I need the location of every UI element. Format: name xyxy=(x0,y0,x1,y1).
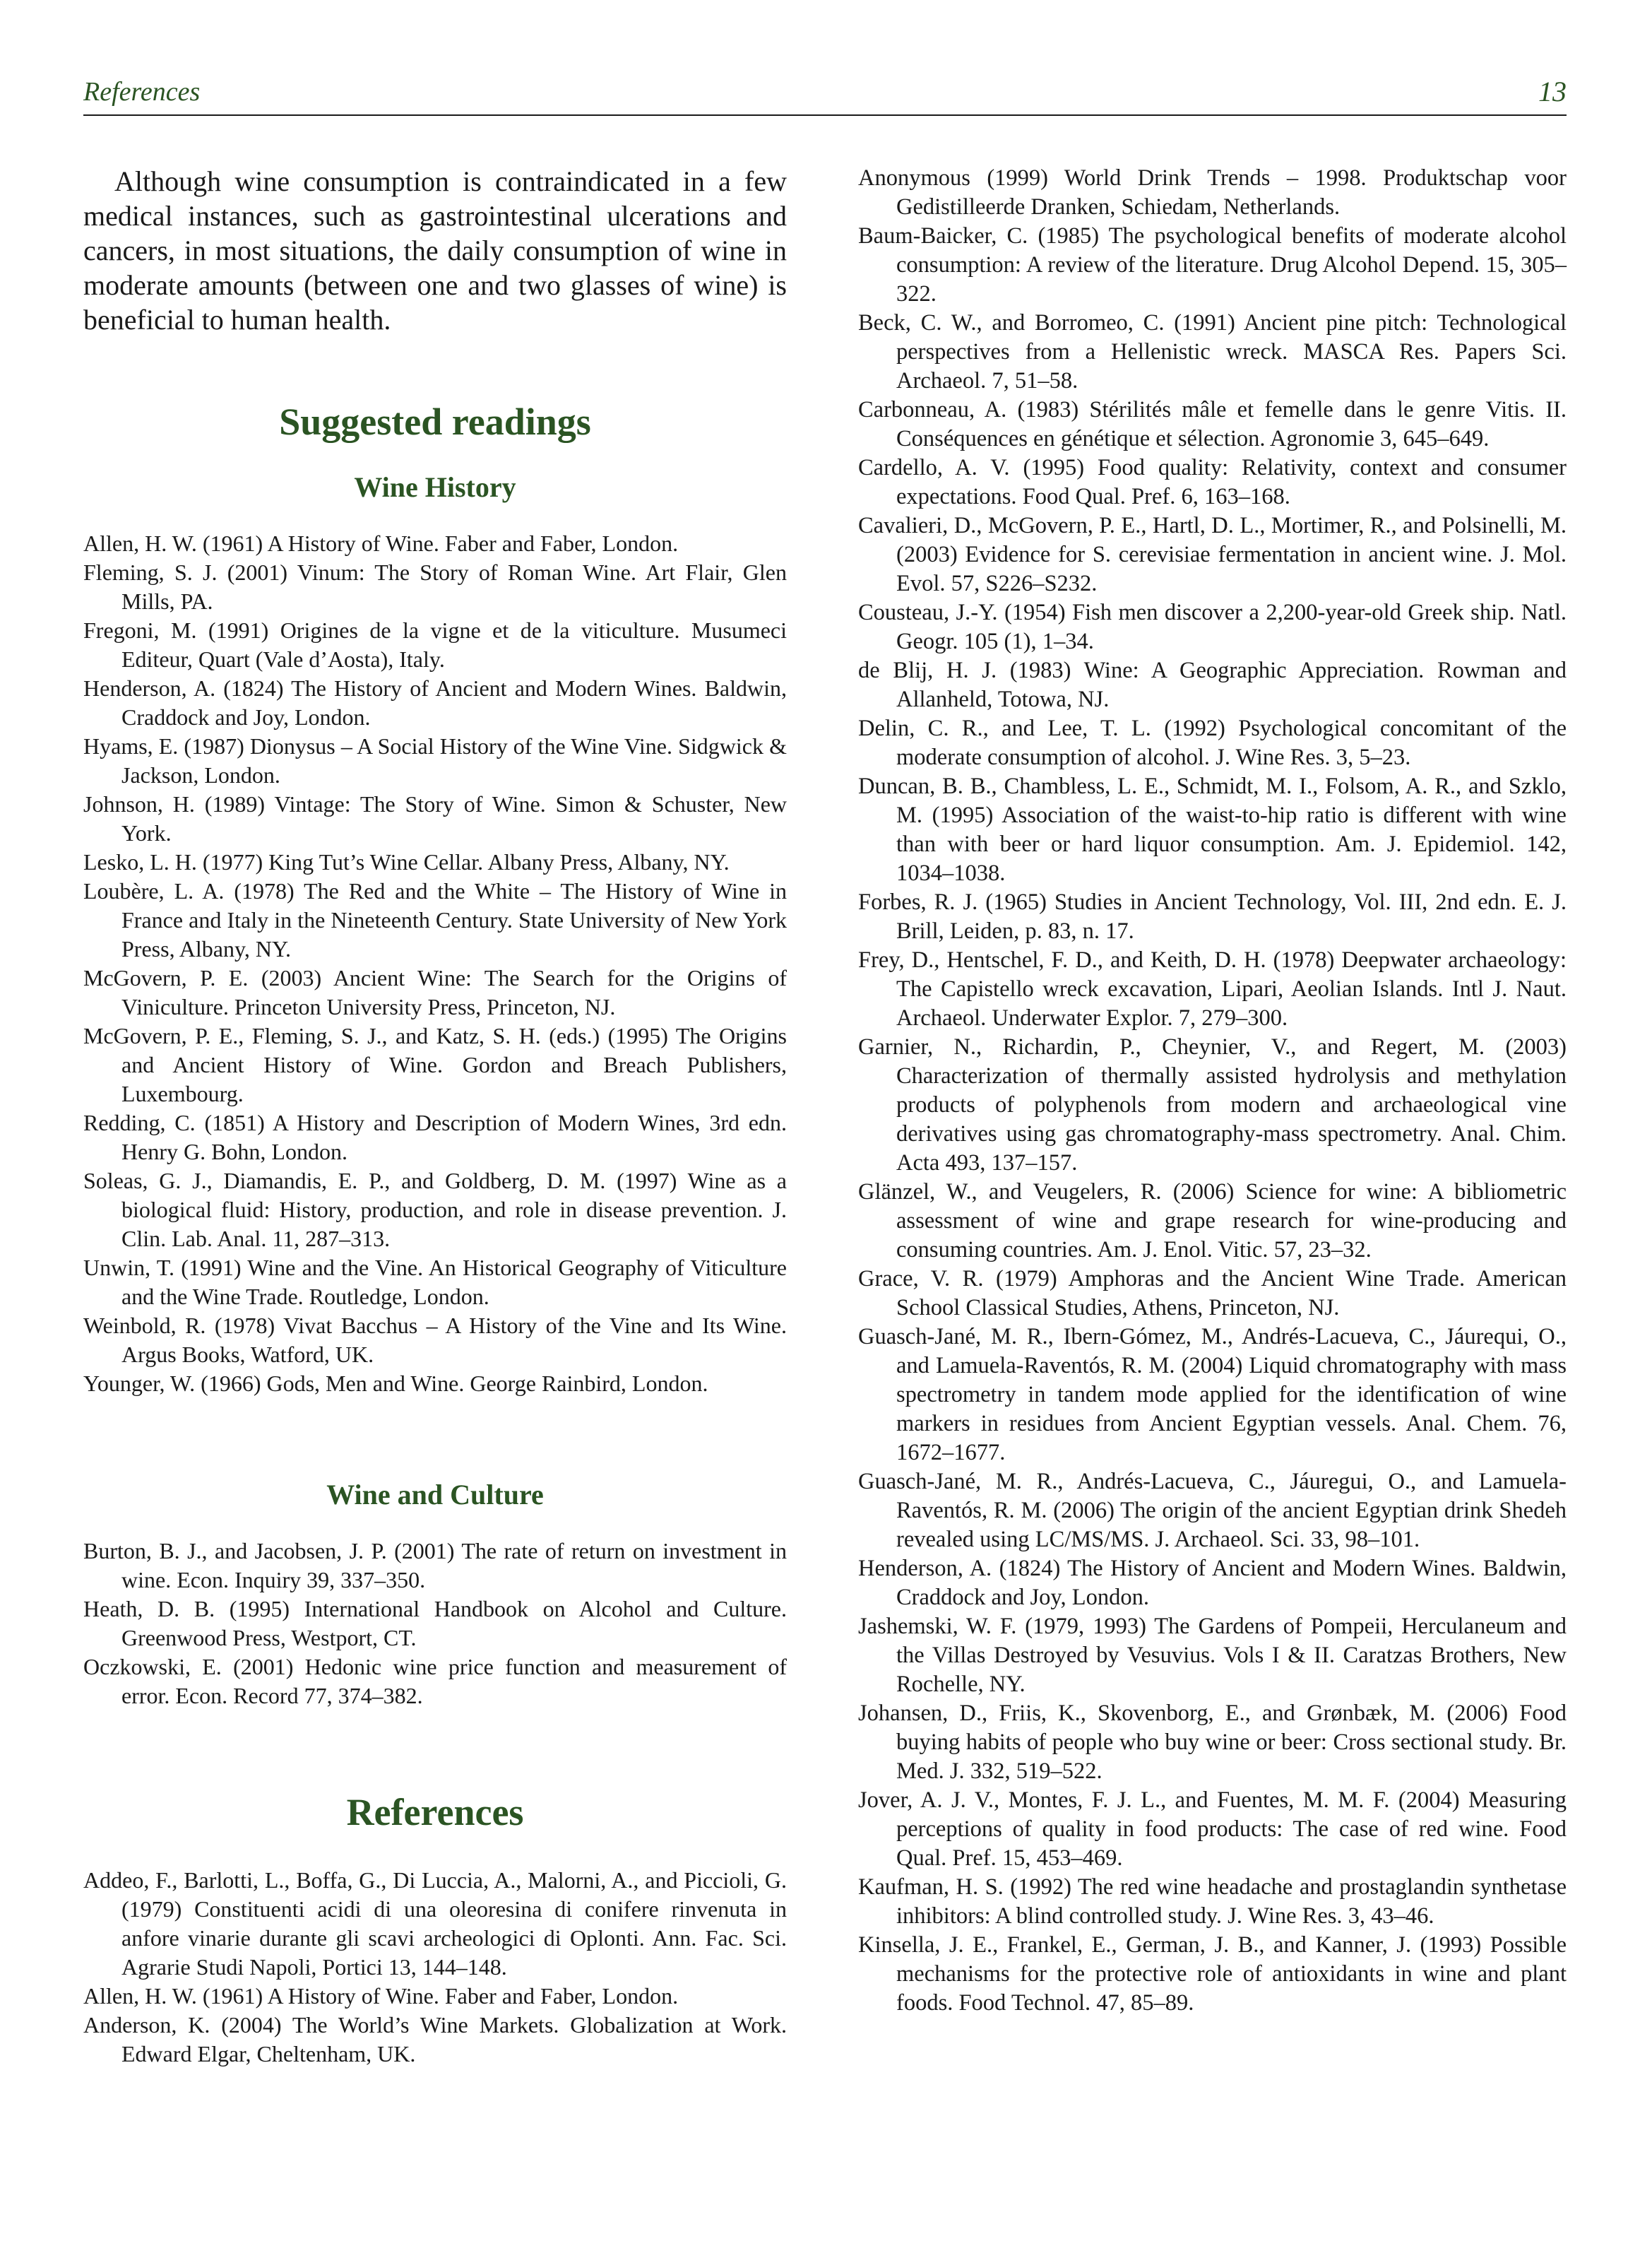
reference-entry: Kaufman, H. S. (1992) The red wine headache and prostaglandin synthetase inhibitors: A blind controlled study. J. Wine Res. 3, 43–46. xyxy=(858,1874,1567,1929)
reference-entry: Beck, C. W., and Borromeo, C. (1991) Ancient pine pitch: Technological perspectives from a Hellenistic wreck. MASCA Res. Papers Sci. Archaeol. 7, 51–58. xyxy=(858,310,1567,394)
reference-entry: Fleming, S. J. (2001) Vinum: The Story of Roman Wine. Art Flair, Glen Mills, PA. xyxy=(83,560,787,614)
reference-entry: Allen, H. W. (1961) A History of Wine. Faber and Faber, London. xyxy=(83,1983,679,2009)
reference-entry: Jashemski, W. F. (1979, 1993) The Gardens of Pompeii, Herculaneum and the Villas Destroyed by Vesuvius. Vols I & II. Caratzas Brothers, New Rochelle, NY. xyxy=(858,1614,1567,1697)
reference-entry: Unwin, T. (1991) Wine and the Vine. An Historical Geography of Viticulture and the Wine Trade. Routledge, London. xyxy=(83,1255,787,1309)
suggested-readings-heading: Suggested readings xyxy=(279,401,591,443)
wine-history-list xyxy=(83,529,787,1398)
reference-entry: Kinsella, J. E., Frankel, E., German, J. B., and Kanner, J. (1993) Possible mechanisms for the protective role of antioxidants in wine and plant foods. Food Technol. 47, 85–89. xyxy=(858,1932,1567,2016)
reference-entry: Allen, H. W. (1961) A History of Wine. Faber and Faber, London. xyxy=(83,531,679,556)
wine-culture-list xyxy=(83,1537,787,1710)
reference-entry: Garnier, N., Richardin, P., Cheynier, V., and Regert, M. (2003) Characterization of thermally assisted hydrolysis and methylation products of polyphenols from modern and archaeological vine derivatives using gas chromatography-mass spectrometry. Anal. Chim. Acta 493, 137–157. xyxy=(858,1034,1567,1176)
reference-entry: Cavalieri, D., McGovern, P. E., Hartl, D. L., Mortimer, R., and Polsinelli, M. (2003) Evidence for S. cerevisiae fermentation in ancient wine. J. Mol. Evol. 57, S226–S232. xyxy=(858,513,1567,596)
reference-entry: Heath, D. B. (1995) International Handbook on Alcohol and Culture. Greenwood Press, Westport, CT. xyxy=(83,1596,787,1650)
references-list-left xyxy=(83,1866,787,2069)
reference-entry: Burton, B. J., and Jacobsen, J. P. (2001) The rate of return on investment in wine. Econ. Inquiry 39, 337–350. xyxy=(83,1538,787,1592)
reference-entry: McGovern, P. E., Fleming, S. J., and Katz, S. H. (eds.) (1995) The Origins and Ancient History of Wine. Gordon and Breach Publishers, Luxembourg. xyxy=(83,1023,787,1106)
page-number: 13 xyxy=(1538,76,1567,107)
reference-entry: Duncan, B. B., Chambless, L. E., Schmidt, M. I., Folsom, A. R., and Szklo, M. (1995) Association of the waist-to-hip ratio is different with wine than with beer or hard liquor consumption. Am. J. Epidemiol. 142, 1034–1038. xyxy=(858,774,1567,886)
reference-entry: Carbonneau, A. (1983) Stérilités mâle et femelle dans le genre Vitis. II. Conséquences en génétique et sélection. Agronomie 3, 645–649. xyxy=(858,397,1567,451)
reference-entry: Anderson, K. (2004) The World’s Wine Markets. Globalization at Work. Edward Elgar, Cheltenham, UK. xyxy=(83,2012,787,2066)
reference-entry: Lesko, L. H. (1977) King Tut’s Wine Cellar. Albany Press, Albany, NY. xyxy=(83,849,730,875)
reference-entry: Johnson, H. (1989) Vintage: The Story of Wine. Simon & Schuster, New York. xyxy=(83,791,787,846)
reference-entry: Henderson, A. (1824) The History of Ancient and Modern Wines. Baldwin, Craddock and Joy, London. xyxy=(83,675,787,730)
running-head-section: References xyxy=(83,77,201,107)
wine-culture-heading: Wine and Culture xyxy=(326,1479,544,1510)
reference-entry: Delin, C. R., and Lee, T. L. (1992) Psychological concomitant of the moderate consumption of alcohol. J. Wine Res. 3, 5–23. xyxy=(858,716,1567,770)
reference-entry: de Blij, H. J. (1983) Wine: A Geographic Appreciation. Rowman and Allanheld, Totowa, NJ. xyxy=(858,658,1567,712)
reference-entry: Anonymous (1999) World Drink Trends – 1998. Produktschap voor Gedistilleerde Dranken, Schiedam, Netherlands. xyxy=(858,165,1567,220)
reference-entry: Baum-Baicker, C. (1985) The psychological benefits of moderate alcohol consumption: A review of the literature. Drug Alcohol Depend. 15, 305–322. xyxy=(858,223,1567,307)
reference-entry: Addeo, F., Barlotti, L., Boffa, G., Di Luccia, A., Malorni, A., and Piccioli, G. (1979) Constituenti acidi di una oleoresina di conifere rinvenuta in anfore vinarie durante gli scavi archeologici di Oplonti. Ann. Fac. Sci. Agrarie Studi Napoli, Portici 13, 144–148. xyxy=(83,1867,787,1980)
reference-entry: Cardello, A. V. (1995) Food quality: Relativity, context and consumer expectations. Food Qual. Pref. 6, 163–168. xyxy=(858,455,1567,509)
running-head xyxy=(83,71,1567,116)
reference-entry: Jover, A. J. V., Montes, F. J. L., and Fuentes, M. M. F. (2004) Measuring perceptions of quality in food products: The case of red wine. Food Qual. Pref. 15, 453–469. xyxy=(858,1787,1567,1871)
reference-entry: Younger, W. (1966) Gods, Men and Wine. George Rainbird, London. xyxy=(83,1371,708,1396)
reference-entry: Glänzel, W., and Veugelers, R. (2006) Science for wine: A bibliometric assessment of wine and grape research for wine-producing and consuming countries. Am. J. Enol. Vitic. 57, 23–32. xyxy=(858,1179,1567,1262)
reference-entry: Hyams, E. (1987) Dionysus – A Social History of the Wine Vine. Sidgwick & Jackson, London. xyxy=(83,733,787,788)
reference-entry: Henderson, A. (1824) The History of Ancient and Modern Wines. Baldwin, Craddock and Joy, London. xyxy=(858,1556,1567,1610)
reference-entry: Soleas, G. J., Diamandis, E. P., and Goldberg, D. M. (1997) Wine as a biological fluid: History, production, and role in disease prevention. J. Clin. Lab. Anal. 11, 287–313. xyxy=(83,1168,787,1251)
reference-entry: Forbes, R. J. (1965) Studies in Ancient Technology, Vol. III, 2nd edn. E. J. Brill, Leiden, p. 83, n. 17. xyxy=(858,889,1567,944)
reference-entry: Fregoni, M. (1991) Origines de la vigne et de la viticulture. Musumeci Editeur, Quart (Vale d’Aosta), Italy. xyxy=(83,617,787,672)
reference-entry: Loubère, L. A. (1978) The Red and the White – The History of Wine in France and Italy in the Nineteenth Century. State University of New York Press, Albany, NY. xyxy=(83,878,787,962)
reference-entry: Redding, C. (1851) A History and Description of Modern Wines, 3rd edn. Henry G. Bohn, London. xyxy=(83,1110,787,1164)
reference-entry: Cousteau, J.-Y. (1954) Fish men discover a 2,200-year-old Greek ship. Natl. Geogr. 105 (1), 1–34. xyxy=(858,600,1567,654)
intro-paragraph: Although wine consumption is contraindicated in a few medical instances, such as gastrointestinal ulcerations and cancers, in most situations, the daily consumption of wine in moderate amounts (between one and two glasses of wine) is beneficial to human health. xyxy=(83,165,787,336)
wine-history-heading: Wine History xyxy=(354,471,516,503)
reference-entry: Oczkowski, E. (2001) Hedonic wine price function and measurement of error. Econ. Record 77, 374–382. xyxy=(83,1654,787,1708)
reference-entry: Weinbold, R. (1978) Vivat Bacchus – A History of the Vine and Its Wine. Argus Books, Watford, UK. xyxy=(83,1313,787,1367)
reference-entry: McGovern, P. E. (2003) Ancient Wine: The Search for the Origins of Viniculture. Princeton University Press, Princeton, NJ. xyxy=(83,965,787,1019)
reference-entry: Johansen, D., Friis, K., Skovenborg, E., and Grønbæk, M. (2006) Food buying habits of people who buy wine or beer: Cross sectional study. Br. Med. J. 332, 519–522. xyxy=(858,1701,1567,1784)
left-column xyxy=(83,164,787,2069)
reference-entry: Guasch-Jané, M. R., Andrés-Lacueva, C., Jáuregui, O., and Lamuela-Raventós, R. M. (2006) The origin of the ancient Egyptian drink Shedeh revealed using LC/MS/MS. J. Archaeol. Sci. 33, 98–101. xyxy=(858,1469,1567,1552)
references-list-right xyxy=(858,164,1567,2018)
reference-entry: Grace, V. R. (1979) Amphoras and the Ancient Wine Trade. American School Classical Studies, Athens, Princeton, NJ. xyxy=(858,1266,1567,1320)
reference-entry: Frey, D., Hentschel, F. D., and Keith, D. H. (1978) Deepwater archaeology: The Capistello wreck excavation, Lipari, Aeolian Islands. Intl J. Naut. Archaeol. Underwater Explor. 7, 279–300. xyxy=(858,947,1567,1031)
references-heading: References xyxy=(346,1791,524,1833)
right-column xyxy=(858,164,1567,2018)
reference-entry: Guasch-Jané, M. R., Ibern-Gómez, M., Andrés-Lacueva, C., Jáurequi, O., and Lamuela-Raventós, R. M. (2004) Liquid chromatography with mass spectrometry in tandem mode applied for the identification of wine markers in residues from Ancient Egyptian vessels. Anal. Chem. 76, 1672–1677. xyxy=(858,1324,1567,1465)
